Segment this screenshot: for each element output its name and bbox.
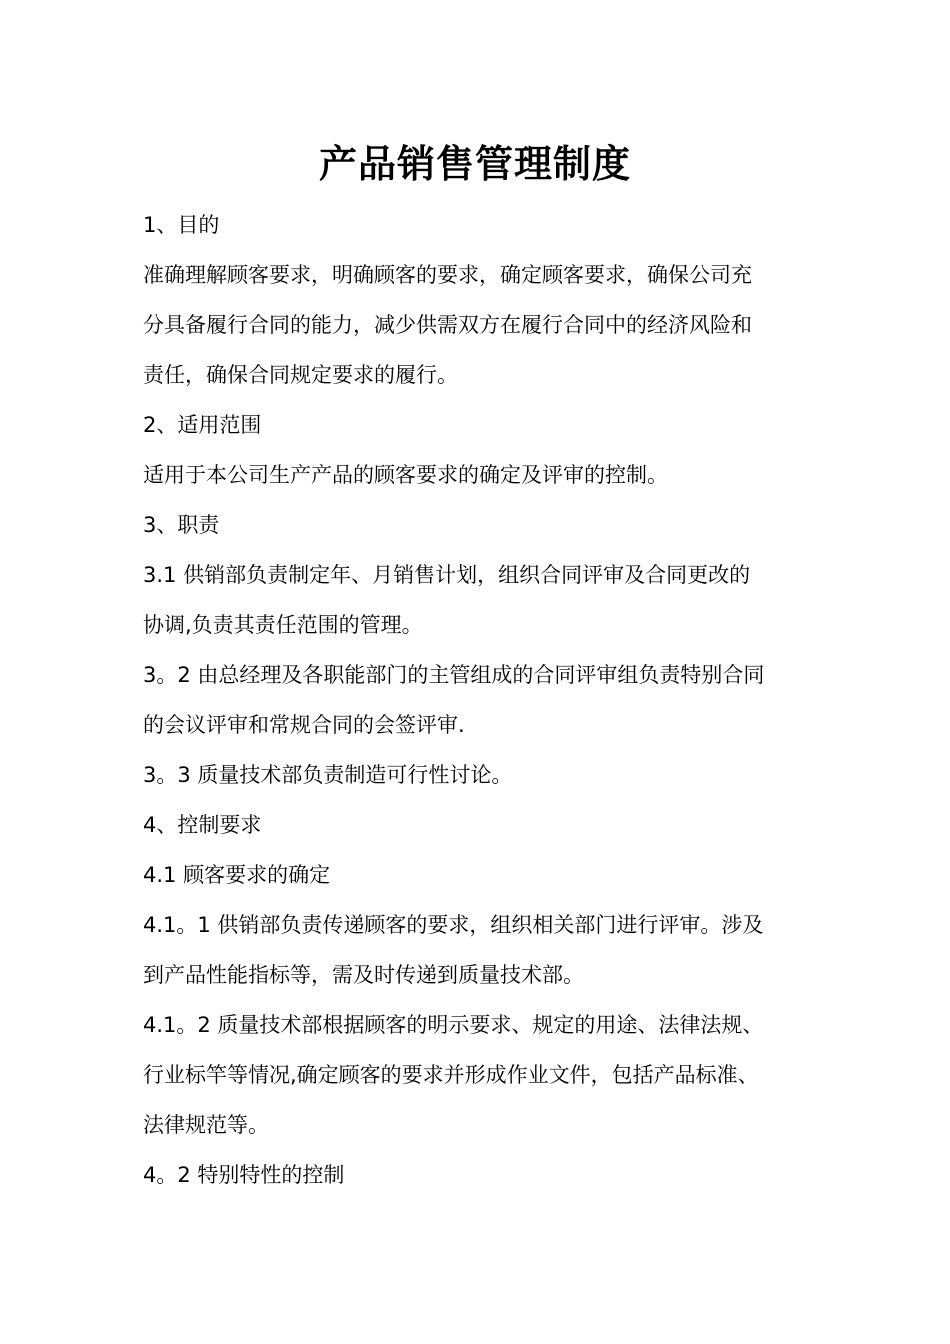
paragraph-line: 的会议评审和常规合同的会签评审. (143, 713, 465, 737)
paragraph-line: 责任，确保合同规定要求的履行。 (143, 363, 458, 387)
document-body (143, 200, 808, 1200)
subsection-heading: 4.1 顾客要求的确定 (143, 863, 331, 887)
paragraph-line: 法律规范等。 (143, 1113, 269, 1137)
paragraph-line: 适用于本公司生产产品的顾客要求的确定及评审的控制。 (143, 463, 668, 487)
paragraph-line: 准确理解顾客要求，明确顾客的要求，确定顾客要求，确保公司充 (143, 263, 752, 287)
paragraph-line: 3。3 质量技术部负责制造可行性讨论。 (143, 763, 513, 787)
subsection-heading: 4。2 特别特性的控制 (143, 1163, 345, 1187)
paragraph-line: 3.1 供销部负责制定年、月销售计划，组织合同评审及合同更改的 (143, 563, 751, 587)
paragraph-line: 4.1。2 质量技术部根据顾客的明示要求、规定的用途、法律法规、 (143, 1013, 764, 1037)
section-heading-responsibilities: 3、职责 (143, 513, 220, 537)
paragraph-line: 行业标竿等情况,确定顾客的要求并形成作业文件，包括产品标准、 (143, 1063, 759, 1087)
paragraph-line: 到产品性能指标等，需及时传递到质量技术部。 (143, 963, 584, 987)
paragraph-line: 3。2 由总经理及各职能部门的主管组成的合同评审组负责特别合同 (143, 663, 765, 687)
paragraph-line: 分具备履行合同的能力，减少供需双方在履行合同中的经济风险和 (143, 313, 752, 337)
paragraph-line: 协调,负责其责任范围的管理。 (143, 613, 423, 637)
section-heading-scope: 2、适用范围 (143, 413, 262, 437)
document-title: 产品销售管理制度 (318, 142, 631, 186)
section-heading-purpose: 1、目的 (143, 213, 220, 237)
paragraph-line: 4.1。1 供销部负责传递顾客的要求，组织相关部门进行评审。涉及 (143, 913, 764, 937)
section-heading-control-requirements: 4、控制要求 (143, 813, 262, 837)
